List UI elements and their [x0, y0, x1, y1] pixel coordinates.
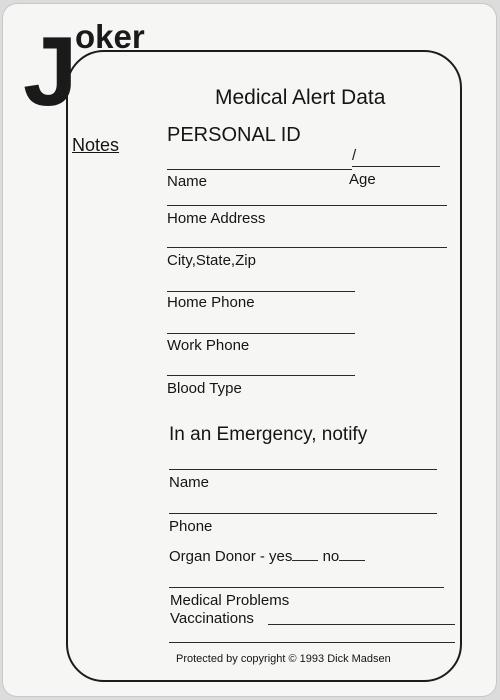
blood-type-label: Blood Type — [167, 380, 242, 397]
age-line[interactable] — [352, 166, 440, 167]
organ-donor-yes-blank[interactable] — [292, 548, 318, 561]
bottom-line[interactable] — [169, 642, 455, 643]
notes-label: Notes — [72, 135, 120, 155]
name-line[interactable] — [167, 169, 352, 170]
organ-donor-no-label: no — [322, 548, 340, 565]
emergency-heading: In an Emergency, notify — [169, 424, 368, 445]
name-age-separator: / — [352, 147, 357, 164]
form-title: Medical Alert Data — [215, 86, 386, 109]
home-address-label: Home Address — [167, 210, 266, 227]
vaccinations-label: Vaccinations — [170, 610, 254, 627]
organ-donor-label: Organ Donor - yes — [169, 548, 293, 565]
city-state-zip-line[interactable] — [167, 247, 447, 248]
home-phone-label: Home Phone — [167, 294, 255, 311]
work-phone-label: Work Phone — [167, 337, 250, 354]
corner-letter: J — [23, 16, 76, 126]
work-phone-line[interactable] — [167, 333, 355, 334]
emergency-name-line[interactable] — [169, 469, 437, 470]
home-phone-line[interactable] — [167, 291, 355, 292]
name-label: Name — [167, 173, 208, 190]
organ-donor-no-blank[interactable] — [339, 548, 365, 561]
emergency-name-label: Name — [169, 474, 210, 491]
vaccinations-line[interactable] — [268, 624, 455, 625]
medical-problems-label: Medical Problems — [170, 592, 290, 609]
city-state-zip-label: City,State,Zip — [167, 252, 256, 269]
home-address-line[interactable] — [167, 205, 447, 206]
blood-type-line[interactable] — [167, 375, 355, 376]
age-label: Age — [349, 171, 376, 188]
organ-donor-row — [169, 548, 365, 564]
copyright-notice: Protected by copyright © 1993 Dick Madsen — [176, 653, 391, 665]
personal-id-heading: PERSONAL ID — [167, 124, 301, 146]
corner-word: oker — [75, 18, 145, 55]
medical-problems-line-top[interactable] — [169, 587, 444, 588]
emergency-phone-label: Phone — [169, 518, 213, 535]
emergency-phone-line[interactable] — [169, 513, 437, 514]
